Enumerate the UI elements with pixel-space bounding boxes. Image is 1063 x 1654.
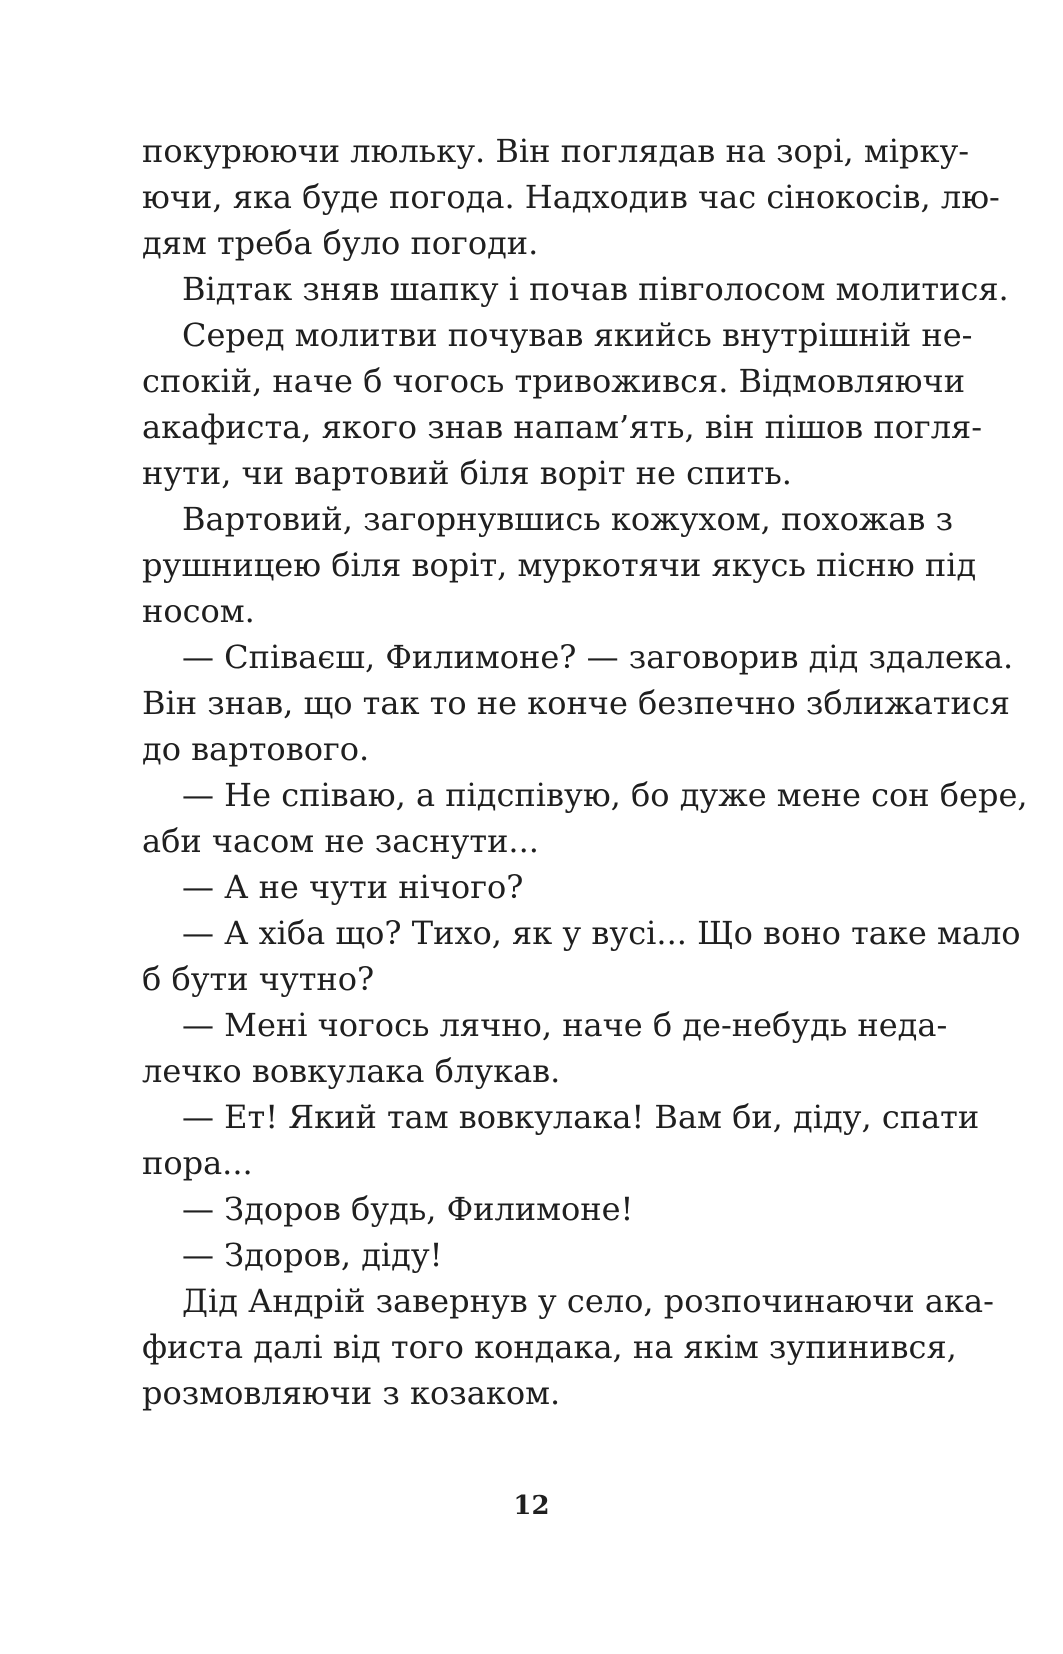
- text-line: носом.: [142, 592, 255, 630]
- text-line: — Мені чогось лячно, наче б де-небудь неда-: [182, 1006, 948, 1044]
- paragraph: [142, 1002, 948, 1094]
- paragraph: [142, 864, 942, 910]
- text-line: б бути чутно?: [142, 960, 375, 998]
- text-line: аби часом не заснути...: [142, 822, 539, 860]
- paragraph: [142, 772, 1028, 864]
- paragraph: [142, 496, 977, 634]
- text-line: — А не чути нічого?: [182, 868, 524, 906]
- paragraph: [142, 1232, 942, 1278]
- paragraph: [142, 266, 1009, 312]
- text-line: Він знав, що так то не конче безпечно зближатися: [142, 684, 1010, 722]
- text-line: нути, чи вартовий біля воріт не спить.: [142, 454, 792, 492]
- text-line: спокій, наче б чогось тривожився. Відмовляючи: [142, 362, 966, 400]
- text-line: — Не співаю, а підспівую, бо дуже мене сон бере,: [182, 776, 1028, 814]
- text-line: Серед молитви почував якийсь внутрішній не-: [182, 316, 973, 354]
- text-line: Дід Андрій завернув у село, розпочинаючи ака-: [182, 1282, 994, 1320]
- paragraph: [142, 128, 1000, 266]
- paragraph: [142, 910, 1021, 1002]
- text-line: Вартовий, загорнувшись кожухом, похожав з: [182, 500, 954, 538]
- text-line: фиста далі від того кондака, на якім зупинився,: [142, 1328, 957, 1366]
- text-line: ючи, яка буде погода. Надходив час сінокосів, лю-: [142, 178, 1000, 216]
- text-line: лечко вовкулака блукав.: [142, 1052, 561, 1090]
- paragraph: [142, 1278, 994, 1416]
- text-line: покурюючи люльку. Він поглядав на зорі, мірку-: [142, 132, 970, 170]
- paragraph: [142, 1186, 942, 1232]
- paragraph: [142, 634, 1014, 772]
- page-body: [142, 128, 1028, 1548]
- text-line: Відтак зняв шапку і почав півголосом молитися.: [182, 270, 1009, 308]
- text-line: — А хіба що? Тихо, як у вусі... Що воно таке мало: [182, 914, 1021, 952]
- text-line: розмовляючи з козаком.: [142, 1374, 561, 1412]
- text-line: — Ет! Який там вовкулака! Вам би, діду, спати: [182, 1098, 980, 1136]
- text-line: — Співаєш, Филимоне? — заговорив дід здалека.: [182, 638, 1014, 676]
- text-line: — Здоров будь, Филимоне!: [182, 1190, 634, 1228]
- paragraph: [142, 312, 983, 496]
- paragraph: [142, 1094, 980, 1186]
- text-line: дям треба було погоди.: [142, 224, 539, 262]
- text-line: пора...: [142, 1144, 253, 1182]
- page-number: 12: [513, 1491, 550, 1521]
- text-line: акафиста, якого знав напам’ять, він пішов погля-: [142, 408, 983, 446]
- text-line: до вартового.: [142, 730, 370, 768]
- text-line: рушницею біля воріт, муркотячи якусь пісню під: [142, 546, 977, 584]
- text-line: — Здоров, діду!: [182, 1236, 443, 1274]
